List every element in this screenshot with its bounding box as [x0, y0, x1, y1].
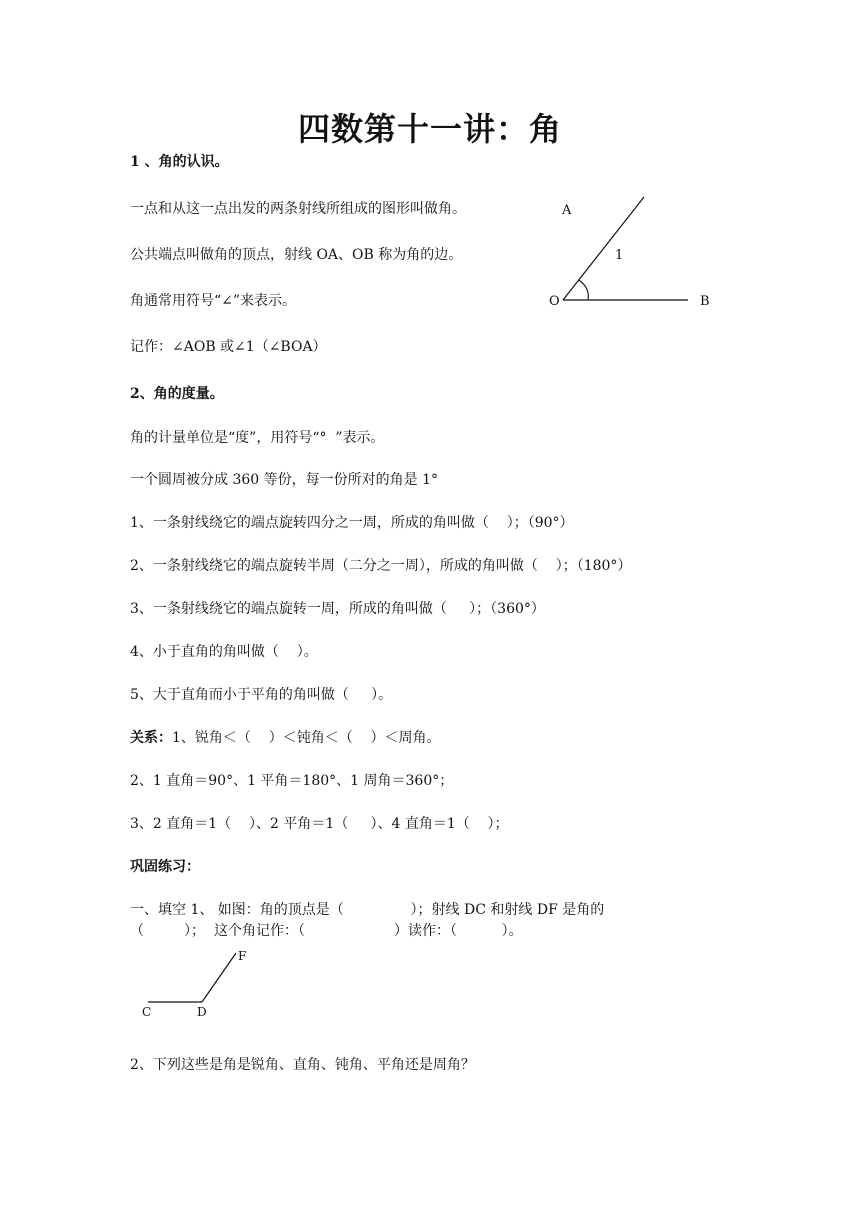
angle-aob-figure: [540, 190, 720, 315]
practice-question: 一、填空 1、 如图：角的顶点是（ ）；射线 DC 和射线 DF 是角的: [130, 902, 605, 918]
label-1: 1: [615, 248, 624, 263]
ray-oa: [563, 197, 644, 300]
relation-line: 3、2 直角＝1（ ）、2 平角＝1（ ）、4 直角＝1（ ）；: [130, 816, 509, 832]
relation-line: [130, 729, 441, 747]
label-b: B: [700, 294, 710, 309]
practice-question: 2、下列这些是角是锐角、直角、钝角、平角还是周角？: [130, 1057, 475, 1073]
section1-heading: 1 、角的认识。: [130, 154, 229, 170]
section2-line: 1、一条射线绕它的端点旋转四分之一周，所成的角叫做（ ）；（90°）: [130, 515, 574, 531]
relation-text: 1、锐角＜（ ）＜钝角＜（ ）＜周角。: [172, 730, 441, 746]
angle-cdf-figure: [135, 945, 255, 1025]
section2-line: 5、大于直角而小于平角的角叫做（ ）。: [130, 687, 393, 703]
label-a: A: [562, 203, 572, 218]
section2-line: 2、一条射线绕它的端点旋转半周（二分之一周），所成的角叫做（ ）；（180°）: [130, 558, 632, 574]
label-c: C: [142, 1005, 152, 1019]
label-o: O: [549, 294, 560, 309]
section2-line: 3、一条射线绕它的端点旋转一周，所成的角叫做（ ）；（360°）: [130, 601, 545, 617]
section1-line: 记作：∠AOB 或∠1（∠BOA）: [130, 339, 327, 355]
section1-line: 一点和从这一点出发的两条射线所组成的图形叫做角。: [130, 201, 466, 217]
section2-line: 一个圆周被分成 360 等份，每一份所对的角是 1°: [130, 472, 438, 488]
ray-df: [202, 953, 236, 1002]
section1-line: 公共端点叫做角的顶点，射线 OA、OB 称为角的边。: [130, 247, 463, 263]
angle-arc: [579, 280, 588, 300]
label-f: F: [238, 949, 247, 963]
practice-question: （ ）； 这个角记作：（ ）读作：（ ）。: [130, 923, 523, 939]
page-title: 四数第十一讲：角: [297, 110, 562, 148]
section2-heading: 2、角的度量。: [130, 386, 224, 402]
section2-line: 角的计量单位是“度”，用符号“° ”表示。: [130, 430, 385, 446]
section1-line: 角通常用符号“∠”来表示。: [130, 293, 297, 309]
label-d: D: [197, 1005, 207, 1019]
relation-label: 关系：: [130, 730, 172, 746]
section2-line: 4、小于直角的角叫做（ ）。: [130, 644, 318, 660]
relation-line: 2、1 直角＝90°、1 平角＝180°、1 周角＝360°；: [130, 773, 454, 789]
practice-heading: 巩固练习：: [130, 859, 200, 875]
